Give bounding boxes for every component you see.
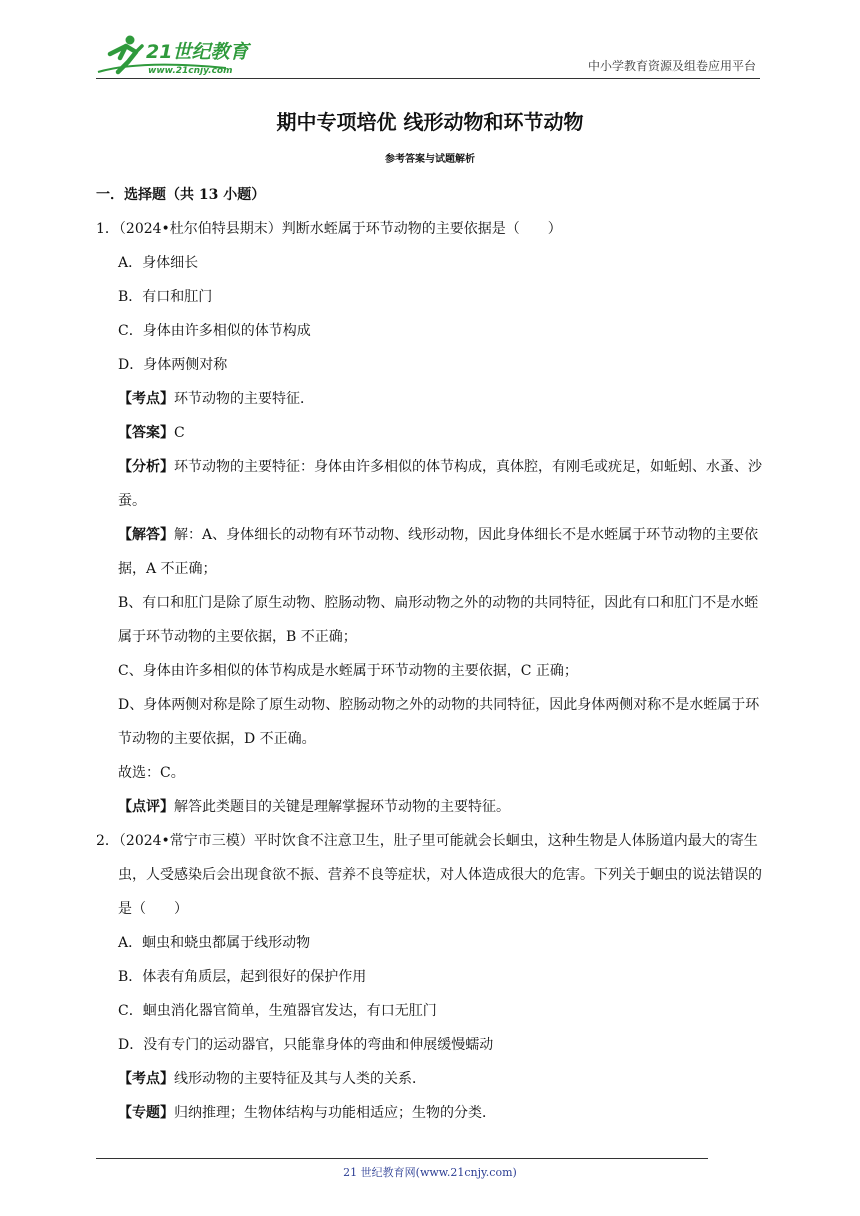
q1-solution-line-1: 解：A、身体细长的动物有环节动物、线形动物，因此身体细长不是水蛭属于环节动物的主要依据，A 不正确；: [118, 527, 759, 577]
q2-option-d: D．没有专门的运动器官，只能靠身体的弯曲和伸展缓慢蠕动: [118, 1037, 494, 1053]
q1-solution: [96, 518, 764, 586]
q1-kaodian: [96, 382, 764, 416]
runner-logo-icon: [96, 32, 266, 76]
page-title: 期中专项培优 线形动物和环节动物: [276, 110, 584, 134]
footer-link[interactable]: 21 世纪教育网(www.21cnjy.com): [343, 1166, 517, 1179]
q2-option-a: A．蛔虫和蛲虫都属于线形动物: [118, 935, 311, 951]
q1-option-a: A．身体细长: [118, 255, 199, 271]
q1-comment-text: 解答此类题目的关键是理解掌握环节动物的主要特征。: [174, 799, 510, 815]
q1-solution-line-4: D、身体两侧对称是除了原生动物、腔肠动物之外的动物的共同特征，因此身体两侧对称不是水蛭属于环节动物的主要依据，D 不正确。: [118, 697, 760, 747]
logo: [96, 32, 266, 76]
q1-kaodian-text: 环节动物的主要特征．: [174, 391, 314, 407]
page-header: [96, 30, 760, 79]
q2-topic: [96, 1096, 764, 1130]
q1-analysis-text: 环节动物的主要特征：身体由许多相似的体节构成，真体腔，有刚毛或疣足，如蚯蚓、水蚤、沙蚕。: [118, 459, 762, 509]
q2-topic-label: 【专题】: [118, 1105, 174, 1121]
q1-analysis-label: 【分析】: [118, 459, 174, 475]
question-1-stem: 1．（2024•杜尔伯特县期末）判断水蛭属于环节动物的主要依据是（ ）: [96, 221, 562, 237]
q2-kaodian: [96, 1062, 764, 1096]
q1-kaodian-label: 【考点】: [118, 391, 174, 407]
q1-option-b: B．有口和肛门: [118, 289, 213, 305]
q2-kaodian-text: 线形动物的主要特征及其与人类的关系．: [174, 1071, 426, 1087]
platform-name: 中小学教育资源及组卷应用平台: [587, 59, 756, 73]
logo-url: www.21cnjy.com: [148, 66, 233, 76]
section-heading: 一．选择题（共 13 小题）: [96, 187, 266, 203]
q1-solution-line-3: C、身体由许多相似的体节构成是水蛭属于环节动物的主要依据，C 正确；: [118, 663, 578, 679]
q2-option-b: B．体表有角质层，起到很好的保护作用: [118, 969, 367, 985]
document-body: [96, 178, 764, 1130]
question-2-stem: 2．（2024•常宁市三模）平时饮食不注意卫生，肚子里可能就会长蛔虫，这种生物是人体肠道内最大的寄生虫，人受感染后会出现食欲不振、营养不良等症状，对人体造成很大的危害。下列关于蛔虫的说法错误的是（ ）: [96, 833, 762, 917]
q2-topic-text: 归纳推理；生物体结构与功能相适应；生物的分类．: [174, 1105, 496, 1121]
q1-comment-label: 【点评】: [118, 799, 174, 815]
q1-solution-label: 【解答】: [118, 527, 174, 543]
q2-option-c: C．蛔虫消化器官简单，生殖器官发达，有口无肛门: [118, 1003, 437, 1019]
q1-analysis: [96, 450, 764, 518]
footer-divider: [96, 1158, 708, 1159]
q1-final-choice: 故选：C。: [118, 765, 185, 781]
q1-solution-line-2: B、有口和肛门是除了原生动物、腔肠动物、扁形动物之外的动物的共同特征，因此有口和肛门不是水蛭属于环节动物的主要依据，B 不正确；: [118, 595, 759, 645]
q1-answer-label: 【答案】: [118, 425, 174, 441]
q1-comment: [96, 790, 764, 824]
q1-answer: [96, 416, 764, 450]
page-subtitle: 参考答案与试题解析: [385, 154, 475, 165]
q1-answer-text: C: [174, 425, 185, 441]
q1-option-d: D．身体两侧对称: [118, 357, 228, 373]
q1-option-c: C．身体由许多相似的体节构成: [118, 323, 311, 339]
logo-text: 21世纪教育: [146, 41, 249, 63]
q2-kaodian-label: 【考点】: [118, 1071, 174, 1087]
